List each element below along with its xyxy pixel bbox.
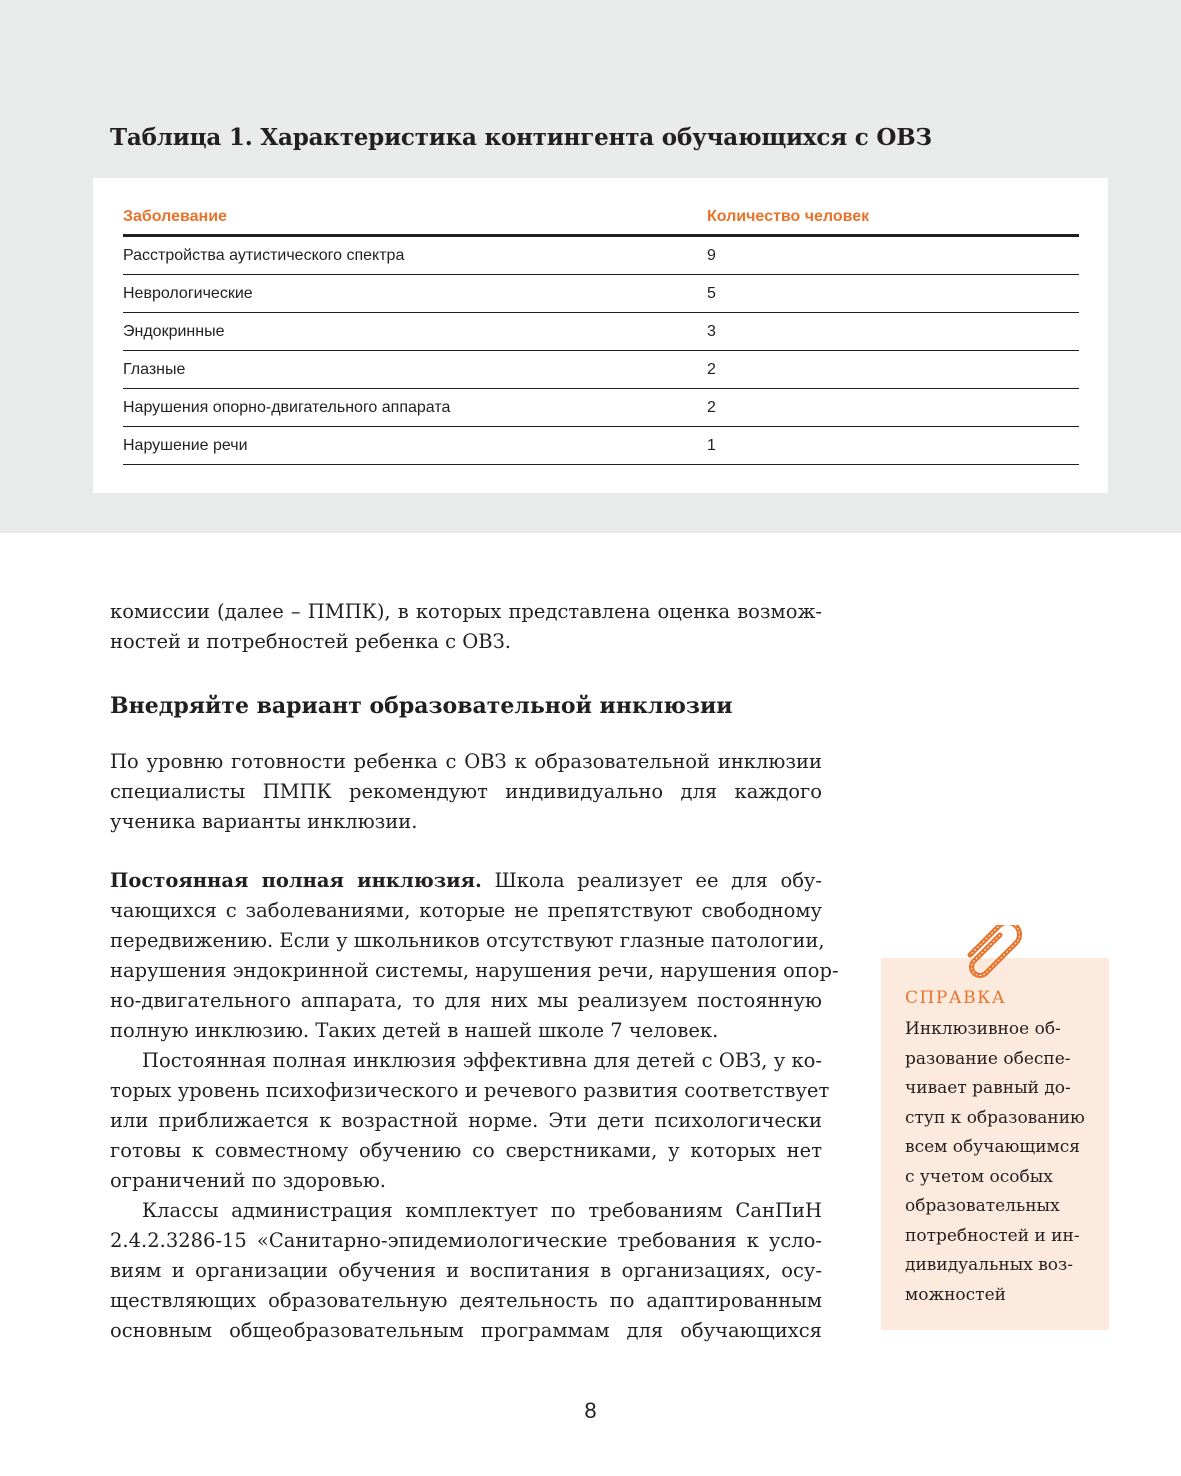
paragraph-full-inclusion <box>110 866 839 1346</box>
sidebar-line: потребностей и ин- <box>905 1225 1080 1246</box>
count-cell: 5 <box>707 275 1079 313</box>
paragraph-variants <box>110 747 822 837</box>
table-row <box>123 389 1079 427</box>
sidebar-line: с учетом особых <box>905 1166 1053 1187</box>
count-cell: 9 <box>707 236 1079 275</box>
count-cell: 1 <box>707 427 1079 465</box>
sidebar-line: образовательных <box>905 1196 1060 1216</box>
text-line: передвижению. Если у школьников отсутствуют глазные патологии, <box>110 929 825 952</box>
table-row <box>123 236 1079 275</box>
text-line: готовы к совместному обучению со сверстниками, у которых нет <box>110 1139 822 1162</box>
text-line: нарушения эндокринной системы, нарушения речи, нарушения опор- <box>110 959 839 982</box>
sidebar-line: Инклюзивное об- <box>905 1019 1061 1039</box>
sidebar-line: всем обучающимся <box>905 1137 1081 1157</box>
disease-cell: Нарушение речи <box>123 427 707 465</box>
table-row <box>123 351 1079 389</box>
text-line: специалисты ПМПК рекомендуют индивидуально для каждого <box>110 780 822 803</box>
text-line: ученика варианты инклюзии. <box>110 810 418 833</box>
column-header-disease: Заболевание <box>123 200 707 236</box>
count-cell: 2 <box>707 389 1079 427</box>
sidebar-line: можностей <box>905 1284 1006 1305</box>
text-line: виям и организации обучения и воспитания в организациях, осу- <box>110 1259 822 1282</box>
count-cell: 2 <box>707 351 1079 389</box>
text-line: но-двигательного аппарата, то для них мы реализуем постоянную <box>110 989 822 1012</box>
table-row <box>123 313 1079 351</box>
table-card <box>93 178 1108 493</box>
text-line: или приближается к возрастной норме. Эти дети психологически <box>110 1109 822 1132</box>
text-line: основным общеобразовательным программам для обучающихся <box>110 1319 822 1342</box>
table-row <box>123 427 1079 465</box>
text-line: Классы администрация комплектует по требованиям СанПиН <box>142 1199 822 1222</box>
text-line: ществляющих образовательную деятельность по адаптированным <box>110 1289 822 1312</box>
disease-cell: Расстройства аутистического спектра <box>123 236 707 275</box>
disease-cell: Нарушения опорно-двигательного аппарата <box>123 389 707 427</box>
text-line: чающихся с заболеваниями, которые не препятствуют свободному <box>110 899 822 922</box>
table-title: Таблица 1. Характеристика контингента обучающихся с ОВЗ <box>110 124 932 151</box>
paragraph-intro <box>110 597 822 657</box>
count-cell: 3 <box>707 313 1079 351</box>
disease-cell: Эндокринные <box>123 313 707 351</box>
text-span: Школа реализует ее для обу- <box>481 869 822 892</box>
section-heading: Внедряйте вариант образовательной инклюзии <box>110 693 733 719</box>
text-line: комиссии (далее – ПМПК), в которых представлена оценка возмож- <box>110 600 822 623</box>
text-line: Постоянная полная инклюзия эффективна для детей с ОВЗ, у ко- <box>142 1049 822 1072</box>
sidebar-line: чивает равный до- <box>905 1078 1071 1098</box>
text-line: 2.4.2.3286-15 «Санитарно-эпидемиологические требования к усло- <box>110 1229 822 1252</box>
text-line: ограничений по здоровью. <box>110 1169 386 1192</box>
text-line <box>110 866 822 896</box>
sidebar-line: разование обеспе- <box>905 1048 1071 1069</box>
sidebar-line: ступ к образованию <box>905 1107 1085 1128</box>
text-line: торых уровень психофизического и речевого развития соответствует <box>110 1079 830 1102</box>
sidebar-text <box>905 1015 1085 1310</box>
text-line: ностей и потребностей ребенка с ОВЗ. <box>110 630 511 653</box>
disease-cell: Глазные <box>123 351 707 389</box>
disease-cell: Неврологические <box>123 275 707 313</box>
text-line: полную инклюзию. Таких детей в нашей школе 7 человек. <box>110 1019 719 1042</box>
sidebar-label: СПРАВКА <box>905 988 1007 1008</box>
sidebar-line: дивидуальных воз- <box>905 1255 1074 1275</box>
table-row <box>123 275 1079 313</box>
paperclip-icon <box>960 925 1030 985</box>
reference-sidebar <box>881 958 1109 1330</box>
column-header-count: Количество человек <box>707 200 1079 236</box>
lead-in-bold: Постоянная полная инклюзия. <box>110 869 482 892</box>
disease-table <box>123 200 1079 465</box>
page-number: 8 <box>584 1398 597 1423</box>
text-line: По уровню готовности ребенка с ОВЗ к образовательной инклюзии <box>110 750 822 773</box>
